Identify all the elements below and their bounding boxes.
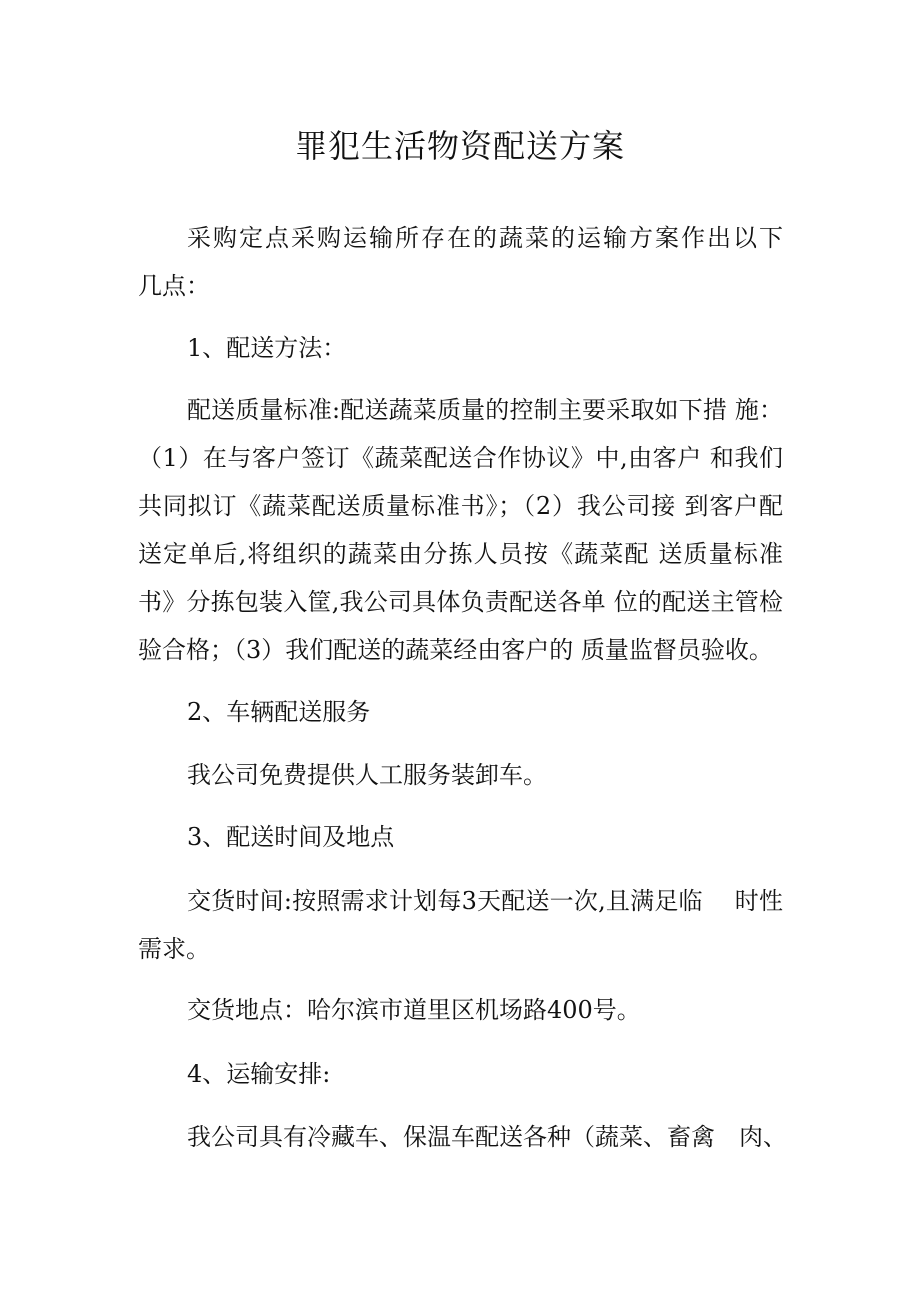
delivery-place-paragraph: 交货地点：哈尔滨市道里区机场路400号。 bbox=[187, 996, 641, 1024]
section-3-heading: 3、配送时间及地点 bbox=[187, 823, 395, 851]
section-1-heading: 1、配送方法： bbox=[187, 334, 347, 362]
document-title: 罪犯生活物资配送方案 bbox=[294, 127, 625, 165]
intro-paragraph: 采购定点采购运输所存在的蔬菜的运输方案作出以下 几点： bbox=[138, 224, 807, 300]
delivery-time-paragraph: 交货时间:按照需求计划每3天配送一次,且满足临 时性需求。 bbox=[138, 887, 783, 963]
section-2-body: 我公司免费提供人工服务装卸车。 bbox=[187, 761, 547, 789]
section-2-heading: 2、车辆配送服务 bbox=[187, 698, 371, 726]
section-1-body: 配送质量标准:配送蔬菜质量的控制主要采取如下措 施：（1）在与客户签订《蔬菜配送合作协议》中,由客户 和我们共同拟订《蔬菜配送质量标准书》；（2）我公司接 到客户配送定单后,将组织的蔬菜由分拣人员按《蔬菜配 送质量标准书》分拣包装入筐,我公司具体负责配送各单 位的配送主管检验合格；（3）我们配送的蔬菜经由客户的 质量监督员验收。 bbox=[138, 396, 783, 664]
section-4-heading: 4、运输安排: bbox=[187, 1060, 331, 1088]
section-4-body: 我公司具有冷藏车、保温车配送各种（蔬菜、畜禽 肉、 bbox=[187, 1123, 787, 1151]
